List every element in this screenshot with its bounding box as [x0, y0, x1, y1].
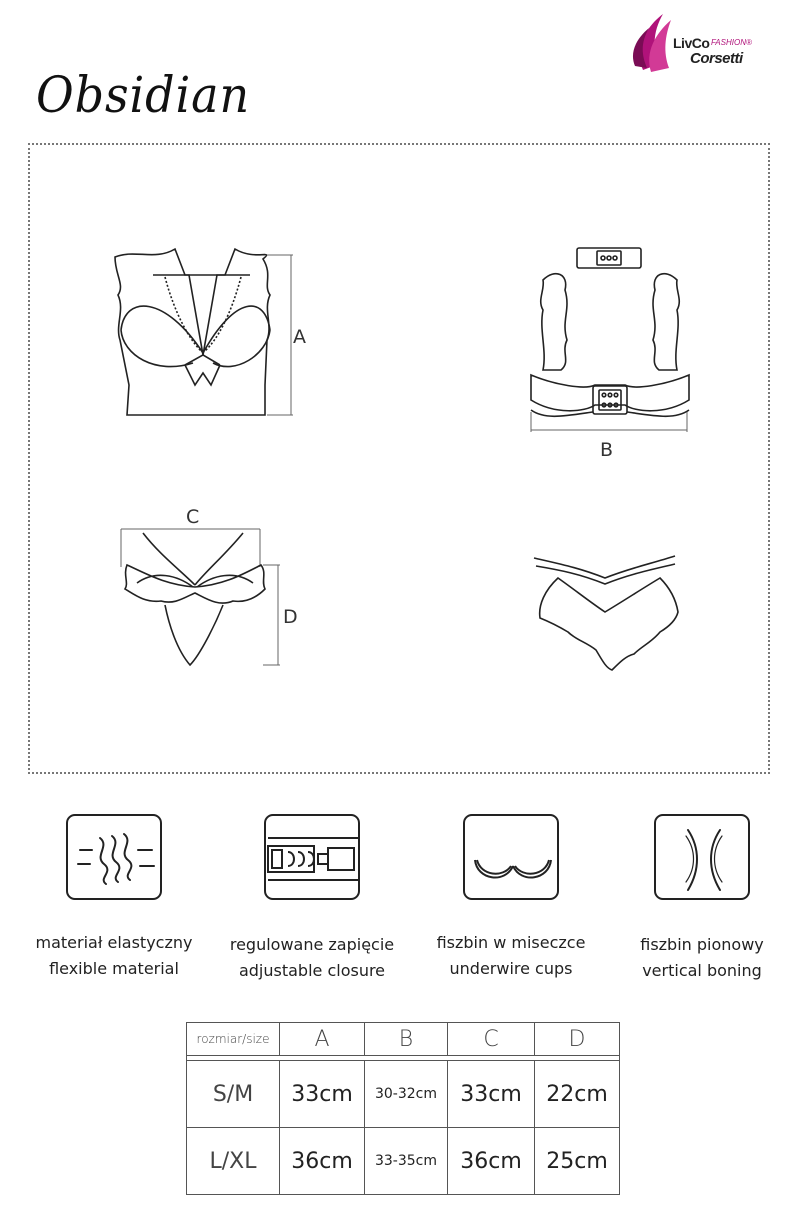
size-cell: S/M	[187, 1061, 280, 1128]
feature-label-pl: fiszbin w miseczce	[436, 933, 586, 952]
stretch-waves-icon	[66, 814, 162, 900]
feature-label-pl: fiszbin pionowy	[640, 935, 764, 954]
feature-label-en: adjustable closure	[238, 961, 386, 980]
feature-label-en: flexible material	[49, 959, 179, 978]
feature-label-en: underwire cups	[449, 959, 573, 978]
value-c-cell: 33cm	[448, 1061, 535, 1128]
size-table-header	[187, 1023, 620, 1056]
header-size-cell: rozmiar/size	[187, 1023, 280, 1056]
header-b-cell: B	[365, 1023, 448, 1056]
table-row	[187, 1128, 620, 1195]
feature-label-en: vertical boning	[642, 961, 762, 980]
vertical-boning-icon	[654, 814, 750, 900]
size-table	[186, 1022, 620, 1195]
value-d-cell: 22cm	[535, 1061, 620, 1128]
header-a-cell: A	[280, 1023, 365, 1056]
value-b-cell: 33-35cm	[365, 1128, 448, 1195]
dimension-label-c: C	[186, 506, 200, 528]
value-a-cell: 36cm	[280, 1128, 365, 1195]
value-c-cell: 36cm	[448, 1128, 535, 1195]
value-b-cell: 30-32cm	[365, 1061, 448, 1128]
brand-fashion-tag: FASHION®	[711, 38, 752, 47]
feature-adjustable-closure	[207, 932, 417, 984]
brand-name-line1: LivCo	[673, 35, 710, 51]
dimension-label-d: D	[283, 606, 298, 628]
product-title: Obsidian	[36, 66, 251, 124]
dimension-label-a: A	[293, 326, 306, 348]
panty-back-drawing	[530, 550, 690, 680]
feature-vertical-boning	[597, 932, 800, 984]
feature-label-pl: regulowane zapięcie	[229, 935, 395, 954]
value-a-cell: 33cm	[280, 1061, 365, 1128]
header-c-cell: C	[448, 1023, 535, 1056]
hook-eye-closure-icon	[264, 814, 360, 900]
brand-name-line2: Corsetti	[690, 50, 743, 67]
dimension-label-b: B	[600, 439, 614, 461]
bra-front-drawing	[105, 235, 305, 425]
feature-underwire-cups	[406, 930, 616, 982]
feature-flexible-material	[9, 930, 219, 982]
header-d-cell: D	[535, 1023, 620, 1056]
panty-front-drawing	[115, 525, 290, 675]
value-d-cell: 25cm	[535, 1128, 620, 1195]
bra-back-drawing	[525, 240, 695, 440]
feature-label-pl: materiał elastyczny	[35, 933, 193, 952]
underwire-cups-icon	[463, 814, 559, 900]
size-cell: L/XL	[187, 1128, 280, 1195]
table-row	[187, 1061, 620, 1128]
